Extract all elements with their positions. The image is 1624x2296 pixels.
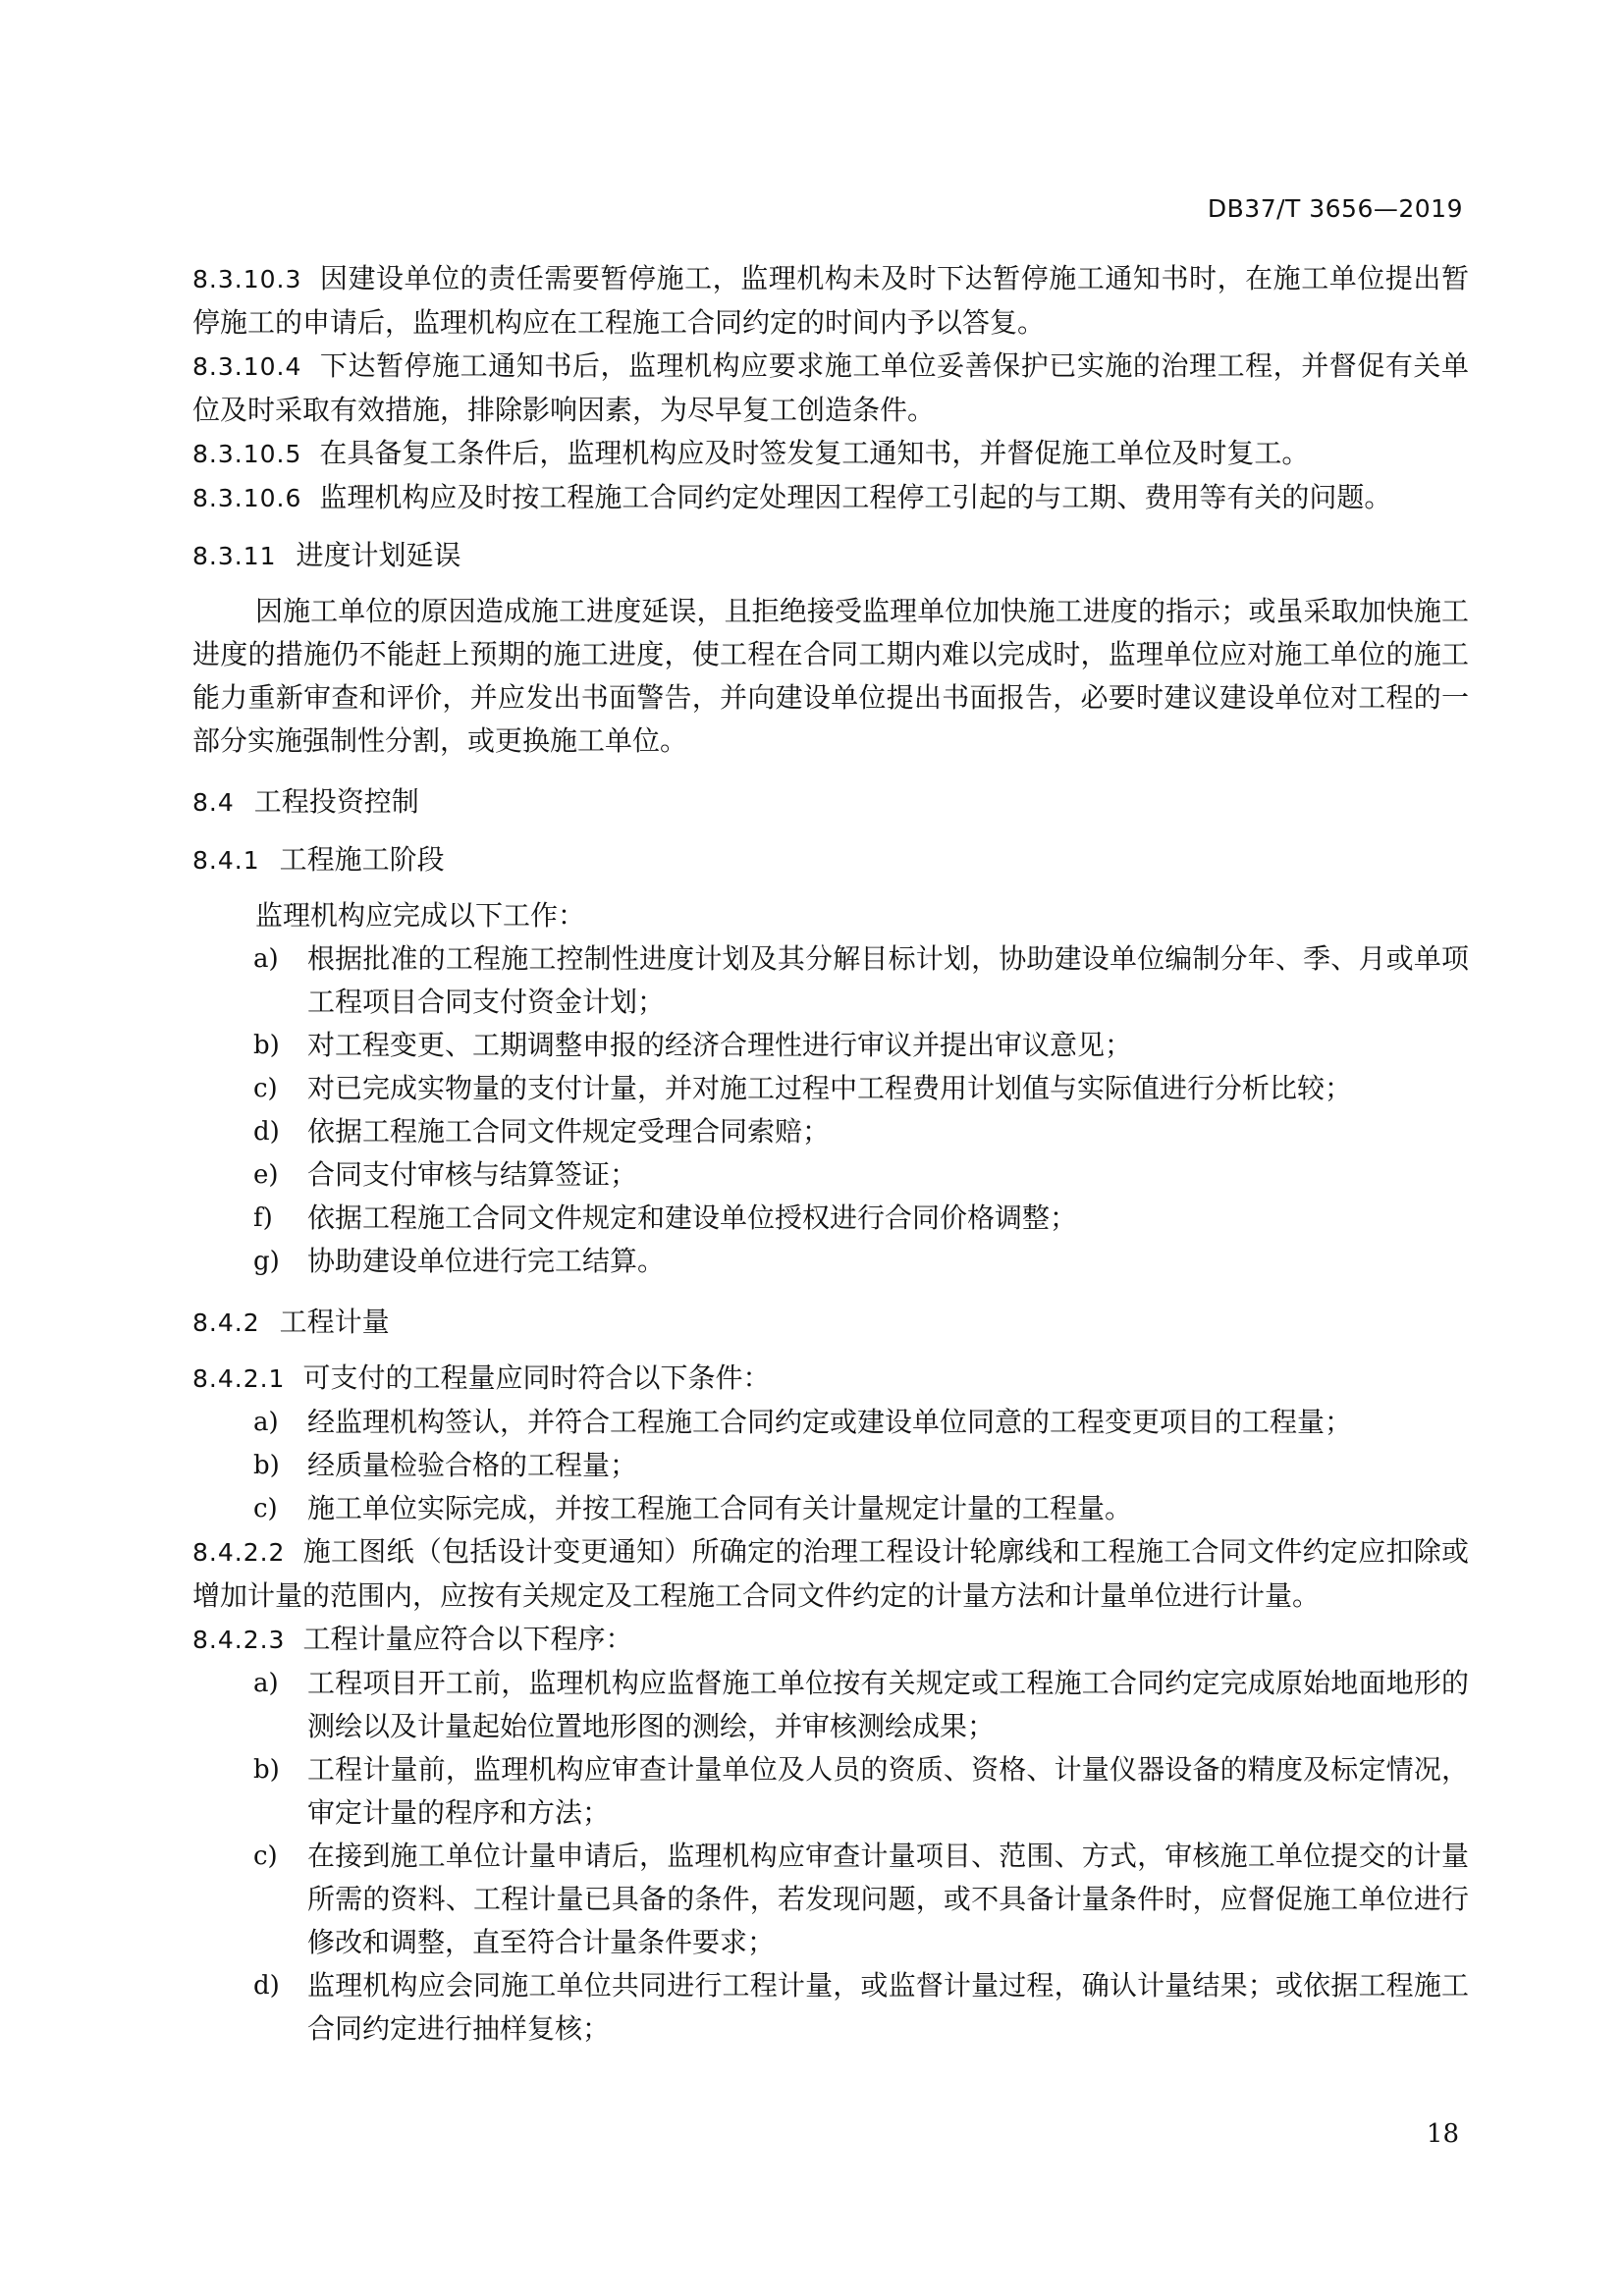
list-marker: f): [253, 1203, 273, 1233]
list-item: [192, 1240, 1469, 1283]
heading-8-4-1: [192, 838, 1469, 882]
list-marker: c): [253, 1074, 278, 1103]
clause-number: 8.3.10.4: [192, 352, 302, 381]
clause-8-3-10-3: [192, 257, 1469, 345]
list-item: [192, 1835, 1469, 1964]
list-item: [192, 937, 1469, 1024]
clause-8-4-2-1: [192, 1357, 1469, 1401]
list-item-text: 监理机构应会同施工单位共同进行工程计量，或监督计量过程，确认计量结果；或依据工程施工合同约定进行抽样复核；: [307, 1969, 1469, 2045]
list-marker: d): [253, 1971, 280, 2001]
list-item: [192, 1067, 1469, 1110]
clause-text: 下达暂停施工通知书后，监理机构应要求施工单位妥善保护已实施的治理工程，并督促有关单位及时采取有效措施，排除影响因素，为尽早复工创造条件。: [192, 349, 1469, 426]
list-item: [192, 1964, 1469, 2051]
list-8-4-2-1: [192, 1401, 1469, 1530]
clause-8-4-2-2: [192, 1530, 1469, 1618]
clause-number: 8.3.10.6: [192, 484, 302, 512]
page-number: 18: [1426, 2119, 1459, 2149]
list-marker: c): [253, 1842, 278, 1871]
heading-8-4-2: [192, 1301, 1469, 1345]
clause-text: 可支付的工程量应同时符合以下条件：: [302, 1362, 771, 1394]
list-item: [192, 1444, 1469, 1487]
list-item: [192, 1197, 1469, 1240]
list-item: [192, 1110, 1469, 1153]
intro-8-4-1: 监理机构应完成以下工作：: [255, 899, 586, 932]
clause-number: 8.4.2.1: [192, 1364, 286, 1393]
list-marker: a): [253, 1669, 279, 1698]
list-item-text: 施工单位实际完成，并按工程施工合同有关计量规定计量的工程量。: [307, 1492, 1133, 1524]
clause-text: 监理机构应及时按工程施工合同约定处理因工程停工引起的与工期、费用等有关的问题。: [319, 481, 1392, 513]
list-marker: c): [253, 1494, 278, 1523]
clause-number: 8.4.2.3: [192, 1626, 286, 1654]
clause-number: 8.4.2.2: [192, 1538, 286, 1567]
list-item: [192, 1401, 1469, 1444]
clause-8-3-10-6: [192, 476, 1469, 520]
clause-8-3-10-5: [192, 432, 1469, 476]
list-8-4-1: [192, 937, 1469, 1283]
heading-number: 8.4.1: [192, 846, 260, 875]
list-marker: a): [253, 944, 279, 974]
paragraph-8-3-11: 因施工单位的原因造成施工进度延误，且拒绝接受监理单位加快施工进度的指示；或虽采取加快施工进度的措施仍不能赶上预期的施工进度，使工程在合同工期内难以完成时，监理单位应对施工单位的施工能力重新审查和评价，并应发出书面警告，并向建设单位提出书面报告，必要时建议建设单位对工程的一部分实施强制性分割，或更换施工单位。: [192, 595, 1469, 757]
heading-title: 工程计量: [279, 1306, 390, 1338]
clause-number: 8.3.10.3: [192, 265, 302, 294]
heading-title: 工程施工阶段: [279, 843, 445, 876]
list-marker: g): [253, 1247, 280, 1276]
list-item-text: 协助建设单位进行完工结算。: [307, 1245, 666, 1277]
heading-title: 工程投资控制: [253, 785, 419, 818]
page-content: [192, 257, 1469, 2051]
heading-number: 8.3.11: [192, 542, 277, 570]
heading-8-3-11: [192, 534, 1469, 578]
list-item: [192, 1487, 1469, 1530]
list-marker: d): [253, 1117, 280, 1147]
list-item-text: 工程项目开工前，监理机构应监督施工单位按有关规定或工程施工合同约定完成原始地面地形的测绘以及计量起始位置地形图的测绘，并审核测绘成果；: [307, 1667, 1469, 1742]
list-marker: b): [253, 1031, 280, 1060]
list-item-text: 对工程变更、工期调整申报的经济合理性进行审议并提出审议意见；: [307, 1029, 1133, 1061]
clause-text: 工程计量应符合以下程序：: [302, 1623, 633, 1655]
list-item-text: 经监理机构签认，并符合工程施工合同约定或建设单位同意的工程变更项目的工程量；: [307, 1406, 1353, 1438]
clause-text: 施工图纸（包括设计变更通知）所确定的治理工程设计轮廓线和工程施工合同文件约定应扣除或增加计量的范围内，应按有关规定及工程施工合同文件约定的计量方法和计量单位进行计量。: [192, 1535, 1469, 1612]
list-item-text: 依据工程施工合同文件规定受理合同索赔；: [307, 1115, 831, 1148]
list-item-text: 对已完成实物量的支付计量，并对施工过程中工程费用计划值与实际值进行分析比较；: [307, 1072, 1353, 1104]
list-marker: e): [253, 1160, 279, 1190]
list-marker: b): [253, 1755, 280, 1785]
clause-text: 在具备复工条件后，监理机构应及时签发复工通知书，并督促施工单位及时复工。: [319, 437, 1310, 469]
clause-8-3-10-4: [192, 345, 1469, 432]
list-item-text: 工程计量前，监理机构应审查计量单位及人员的资质、资格、计量仪器设备的精度及标定情况，审定计量的程序和方法；: [307, 1753, 1469, 1829]
heading-number: 8.4: [192, 788, 235, 817]
list-item-text: 根据批准的工程施工控制性进度计划及其分解目标计划，协助建设单位编制分年、季、月或单项工程项目合同支付资金计划；: [307, 942, 1469, 1018]
list-marker: a): [253, 1408, 279, 1437]
heading-8-4: [192, 780, 1469, 825]
list-item: [192, 1153, 1469, 1197]
list-item: [192, 1024, 1469, 1067]
heading-number: 8.4.2: [192, 1308, 260, 1337]
clause-number: 8.3.10.5: [192, 440, 302, 468]
list-item-text: 依据工程施工合同文件规定和建设单位授权进行合同价格调整；: [307, 1201, 1078, 1234]
list-8-4-2-3: [192, 1662, 1469, 2051]
list-item-text: 在接到施工单位计量申请后，监理机构应审查计量项目、范围、方式，审核施工单位提交的计量所需的资料、工程计量已具备的条件，若发现问题，或不具备计量条件时，应督促施工单位进行修改和调整，直至符合计量条件要求；: [307, 1840, 1469, 1958]
list-item-text: 合同支付审核与结算签证；: [307, 1158, 638, 1191]
clause-text: 因建设单位的责任需要暂停施工，监理机构未及时下达暂停施工通知书时，在施工单位提出暂停施工的申请后，监理机构应在工程施工合同约定的时间内予以答复。: [192, 262, 1469, 339]
list-item: [192, 1748, 1469, 1835]
list-marker: b): [253, 1451, 280, 1480]
list-item-text: 经质量检验合格的工程量；: [307, 1449, 638, 1481]
standard-code: DB37/T 3656—2019: [1207, 194, 1463, 223]
heading-title: 进度计划延误: [296, 539, 461, 571]
list-item: [192, 1662, 1469, 1748]
clause-8-4-2-3: [192, 1618, 1469, 1662]
